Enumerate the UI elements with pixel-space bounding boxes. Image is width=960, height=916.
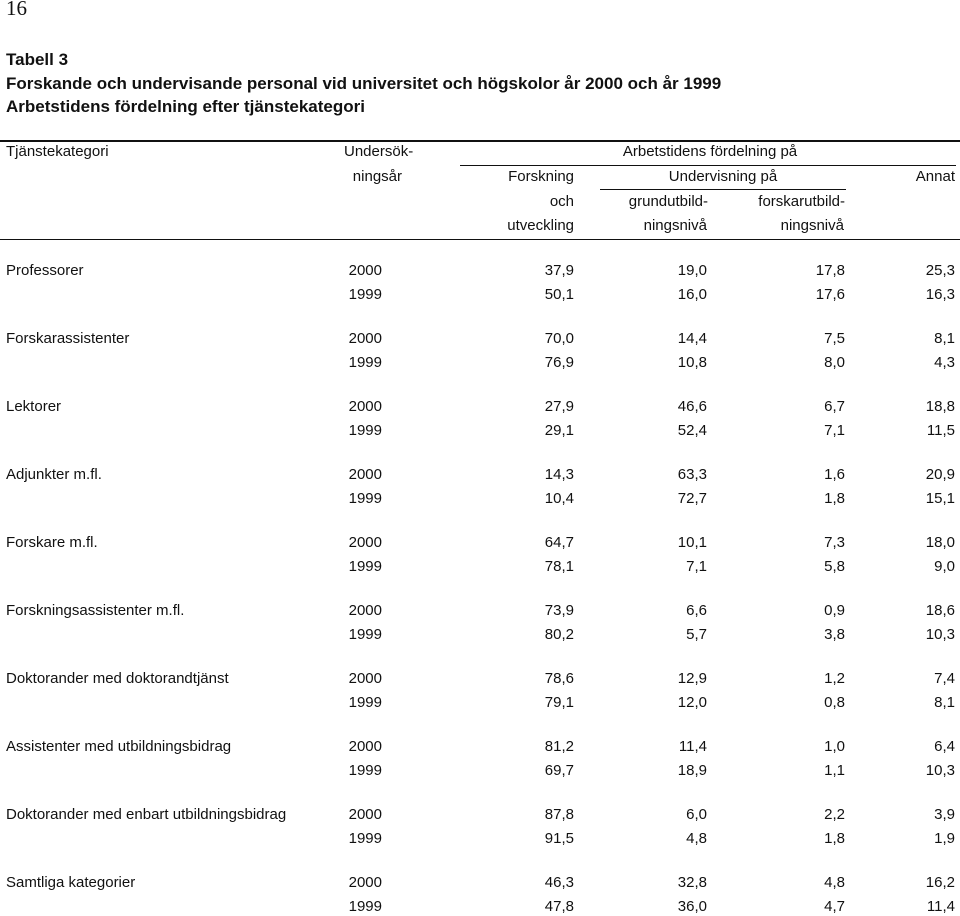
row-annat: 18,0 <box>925 534 955 551</box>
row-grund: 5,7 <box>686 626 707 643</box>
table-subtitle: Arbetstidens fördelning efter tjänstekategori <box>6 97 365 116</box>
row-grund: 11,4 <box>678 738 707 755</box>
table-title: Forskande och undervisande personal vid universitet och högskolor år 2000 och år 1999 <box>6 74 722 93</box>
row-year: 1999 <box>348 626 382 643</box>
row-grund: 46,6 <box>677 398 707 415</box>
row-grund: 12,9 <box>677 670 707 687</box>
table-top-rule <box>0 140 960 142</box>
row-forsk: 1,8 <box>824 830 845 847</box>
row-fou: 46,3 <box>544 874 574 891</box>
header-grund-line2: ningsnivå <box>643 217 707 234</box>
row-fou: 29,1 <box>544 422 574 439</box>
row-year: 2000 <box>348 466 382 483</box>
row-fou: 64,7 <box>544 534 574 551</box>
row-forsk: 1,0 <box>824 738 845 755</box>
row-forsk: 6,7 <box>824 398 845 415</box>
row-forsk: 3,8 <box>824 626 845 643</box>
row-annat: 25,3 <box>925 262 955 279</box>
row-year: 1999 <box>348 898 382 915</box>
row-annat: 8,1 <box>934 330 955 347</box>
header-research-line3: utveckling <box>507 217 574 234</box>
row-forsk: 7,5 <box>824 330 845 347</box>
row-forsk: 1,8 <box>824 490 845 507</box>
row-category: Professorer <box>6 262 84 279</box>
row-annat: 18,6 <box>925 602 955 619</box>
row-forsk: 4,8 <box>824 874 845 891</box>
row-forsk: 7,3 <box>824 534 845 551</box>
row-fou: 37,9 <box>544 262 574 279</box>
row-annat: 16,3 <box>925 286 955 303</box>
row-annat: 7,4 <box>934 670 955 687</box>
row-fou: 81,2 <box>544 738 574 755</box>
header-research-line2: och <box>549 193 574 210</box>
row-category: Adjunkter m.fl. <box>6 466 102 483</box>
row-year: 2000 <box>348 262 382 279</box>
row-forsk: 4,7 <box>824 898 845 915</box>
row-category: Forskningsassistenter m.fl. <box>6 602 185 619</box>
header-other: Annat <box>915 168 955 185</box>
row-annat: 20,9 <box>925 466 955 483</box>
row-year: 2000 <box>348 330 382 347</box>
row-year: 2000 <box>348 534 382 551</box>
row-fou: 80,2 <box>544 626 574 643</box>
row-grund: 72,7 <box>677 490 707 507</box>
row-annat: 9,0 <box>934 558 955 575</box>
row-forsk: 1,1 <box>824 762 845 779</box>
row-fou: 76,9 <box>544 354 574 371</box>
row-forsk: 1,6 <box>824 466 845 483</box>
row-grund: 18,9 <box>677 762 707 779</box>
row-grund: 12,0 <box>677 694 707 711</box>
row-fou: 73,9 <box>544 602 574 619</box>
header-group: Arbetstidens fördelning på <box>622 143 798 160</box>
row-grund: 52,4 <box>677 422 707 439</box>
row-grund: 14,4 <box>677 330 707 347</box>
row-annat: 15,1 <box>925 490 955 507</box>
row-year: 1999 <box>348 694 382 711</box>
row-fou: 69,7 <box>544 762 574 779</box>
row-year: 2000 <box>348 398 382 415</box>
row-annat: 1,9 <box>934 830 955 847</box>
row-year: 2000 <box>348 670 382 687</box>
header-year-line2: ningsår <box>352 168 402 185</box>
row-year: 1999 <box>348 558 382 575</box>
row-forsk: 7,1 <box>824 422 845 439</box>
row-year: 2000 <box>348 602 382 619</box>
row-fou: 14,3 <box>544 466 574 483</box>
row-grund: 63,3 <box>677 466 707 483</box>
header-research-line1: Forskning <box>508 168 574 185</box>
row-category: Forskarassistenter <box>6 330 130 347</box>
row-year: 1999 <box>348 830 382 847</box>
header-bottom-rule <box>0 239 960 240</box>
row-grund: 7,1 <box>686 558 707 575</box>
row-fou: 50,1 <box>544 286 574 303</box>
row-category: Doktorander med enbart utbildningsbidrag <box>6 806 287 823</box>
row-fou: 10,4 <box>544 490 574 507</box>
teaching-underline <box>600 189 846 190</box>
table-label: Tabell 3 <box>6 50 69 69</box>
row-annat: 10,3 <box>925 762 955 779</box>
row-annat: 4,3 <box>934 354 955 371</box>
row-forsk: 2,2 <box>824 806 845 823</box>
row-annat: 6,4 <box>934 738 955 755</box>
header-category: Tjänstekategori <box>6 143 109 160</box>
row-grund: 36,0 <box>677 898 707 915</box>
row-year: 1999 <box>348 490 382 507</box>
row-forsk: 17,8 <box>815 262 845 279</box>
row-grund: 32,8 <box>677 874 707 891</box>
row-year: 1999 <box>348 762 382 779</box>
row-grund: 4,8 <box>686 830 707 847</box>
row-annat: 11,5 <box>926 422 955 439</box>
row-year: 2000 <box>348 874 382 891</box>
row-category: Samtliga kategorier <box>6 874 136 891</box>
row-category: Assistenter med utbildningsbidrag <box>6 738 232 755</box>
row-year: 1999 <box>348 286 382 303</box>
header-grund-line1: grundutbild- <box>628 193 708 210</box>
header-teaching: Undervisning på <box>668 168 778 185</box>
row-grund: 19,0 <box>677 262 707 279</box>
row-forsk: 8,0 <box>824 354 845 371</box>
row-category: Doktorander med doktorandtjänst <box>6 670 229 687</box>
row-annat: 8,1 <box>934 694 955 711</box>
row-annat: 18,8 <box>925 398 955 415</box>
row-year: 1999 <box>348 422 382 439</box>
row-year: 2000 <box>348 738 382 755</box>
header-forsk-line2: ningsnivå <box>780 217 844 234</box>
row-year: 2000 <box>348 806 382 823</box>
row-category: Lektorer <box>6 398 62 415</box>
row-year: 1999 <box>348 354 382 371</box>
row-forsk: 1,2 <box>824 670 845 687</box>
row-fou: 78,1 <box>544 558 574 575</box>
row-grund: 10,1 <box>677 534 707 551</box>
row-fou: 91,5 <box>544 830 574 847</box>
row-annat: 11,4 <box>926 898 955 915</box>
row-fou: 70,0 <box>544 330 574 347</box>
row-fou: 79,1 <box>544 694 574 711</box>
row-grund: 6,0 <box>686 806 707 823</box>
row-grund: 16,0 <box>677 286 707 303</box>
row-annat: 16,2 <box>925 874 955 891</box>
row-grund: 6,6 <box>686 602 707 619</box>
header-forsk-line1: forskarutbild- <box>758 193 845 210</box>
row-fou: 47,8 <box>544 898 574 915</box>
row-annat: 3,9 <box>934 806 955 823</box>
row-category: Forskare m.fl. <box>6 534 98 551</box>
row-fou: 87,8 <box>544 806 574 823</box>
header-year-line1: Undersök- <box>344 143 414 160</box>
row-fou: 78,6 <box>544 670 574 687</box>
row-fou: 27,9 <box>544 398 574 415</box>
row-grund: 10,8 <box>677 354 707 371</box>
group-underline <box>460 165 956 166</box>
page-number: 16 <box>6 0 27 20</box>
row-annat: 10,3 <box>925 626 955 643</box>
row-forsk: 0,9 <box>824 602 845 619</box>
row-forsk: 17,6 <box>815 286 845 303</box>
row-forsk: 5,8 <box>824 558 845 575</box>
row-forsk: 0,8 <box>824 694 845 711</box>
